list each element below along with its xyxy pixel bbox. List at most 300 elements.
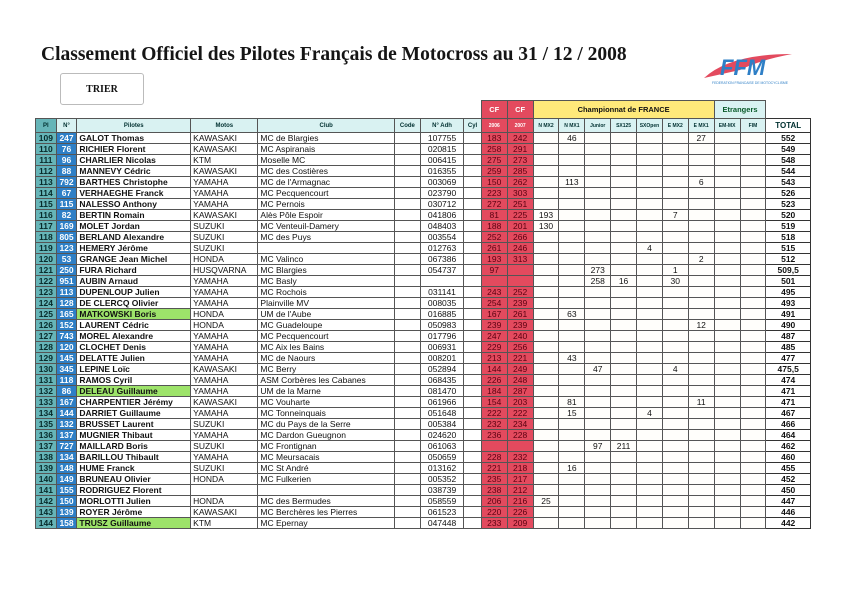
fim-cell: [740, 463, 766, 474]
sxopen-cell: [637, 397, 663, 408]
emx1-cell: [688, 210, 714, 221]
nmx2-cell: [533, 298, 559, 309]
rank-cell: 143: [36, 507, 57, 518]
sxopen-cell: [637, 188, 663, 199]
table-row[interactable]: [36, 518, 811, 529]
club-cell: MC de Naours: [258, 353, 395, 364]
cyl-cell: [464, 320, 482, 331]
table-row[interactable]: [36, 397, 811, 408]
club-cell: MC Pecquencourt: [258, 331, 395, 342]
code-cell: [394, 364, 420, 375]
moto-cell: KAWASAKI: [191, 133, 258, 144]
table-row[interactable]: [36, 485, 811, 496]
code-cell: [394, 386, 420, 397]
table-row[interactable]: [36, 210, 811, 221]
pilot-name-cell: DE CLERCQ Olivier: [77, 298, 191, 309]
pilot-name-cell: AUBIN Arnaud: [77, 276, 191, 287]
nmx1-cell: [559, 474, 585, 485]
table-row[interactable]: [36, 430, 811, 441]
club-cell: MC Frontignan: [258, 441, 395, 452]
emmx-cell: [714, 408, 740, 419]
fim-cell: [740, 397, 766, 408]
rank-cell: 140: [36, 474, 57, 485]
junior-cell: [585, 485, 611, 496]
emx2-cell: [662, 188, 688, 199]
sx125-cell: [611, 342, 637, 353]
adh-cell: 041806: [420, 210, 463, 221]
cf-2006-cell: 243: [481, 287, 507, 298]
cf-2007-cell: 291: [507, 144, 533, 155]
adh-cell: 016355: [420, 166, 463, 177]
code-cell: [394, 430, 420, 441]
nmx1-cell: 43: [559, 353, 585, 364]
col-header-sx125[interactable]: SX125: [611, 119, 637, 133]
number-cell: 167: [56, 397, 77, 408]
moto-cell: YAMAHA: [191, 188, 258, 199]
table-row[interactable]: [36, 474, 811, 485]
sxopen-cell: [637, 474, 663, 485]
adh-cell: 005384: [420, 419, 463, 430]
total-cell: 471: [766, 397, 811, 408]
rank-cell: 130: [36, 364, 57, 375]
table-row[interactable]: [36, 298, 811, 309]
club-cell: MC Berry: [258, 364, 395, 375]
emx1-cell: [688, 232, 714, 243]
emx2-cell: [662, 452, 688, 463]
emmx-cell: [714, 210, 740, 221]
sx125-cell: [611, 265, 637, 276]
junior-cell: [585, 320, 611, 331]
rank-cell: 117: [36, 221, 57, 232]
fim-cell: [740, 408, 766, 419]
sxopen-cell: [637, 232, 663, 243]
pilot-name-cell: MANNEVY Cédric: [77, 166, 191, 177]
table-row[interactable]: [36, 265, 811, 276]
sxopen-cell: [637, 177, 663, 188]
rank-cell: 141: [36, 485, 57, 496]
club-cell: [258, 485, 395, 496]
pilot-name-cell: ROYER Jérôme: [77, 507, 191, 518]
table-row[interactable]: [36, 463, 811, 474]
nmx2-cell: [533, 254, 559, 265]
sxopen-cell: [637, 221, 663, 232]
number-cell: 165: [56, 309, 77, 320]
number-cell: 137: [56, 430, 77, 441]
junior-cell: [585, 287, 611, 298]
cf-2007-cell: [507, 441, 533, 452]
adh-cell: 023790: [420, 188, 463, 199]
emmx-cell: [714, 364, 740, 375]
cyl-cell: [464, 133, 482, 144]
junior-cell: [585, 309, 611, 320]
emx2-cell: [662, 287, 688, 298]
fim-cell: [740, 309, 766, 320]
table-row[interactable]: [36, 496, 811, 507]
col-header-fim[interactable]: FIM: [740, 119, 766, 133]
club-cell: ASM Corbères les Cabanes: [258, 375, 395, 386]
rank-cell: 137: [36, 441, 57, 452]
pilot-name-cell: HEMERY Jérôme: [77, 243, 191, 254]
emx1-cell: [688, 485, 714, 496]
table-row[interactable]: [36, 419, 811, 430]
col-header-2006[interactable]: 2006: [481, 119, 507, 133]
moto-cell: KTM: [191, 155, 258, 166]
table-row[interactable]: [36, 155, 811, 166]
table-row[interactable]: [36, 331, 811, 342]
fim-cell: [740, 419, 766, 430]
moto-cell: YAMAHA: [191, 375, 258, 386]
number-cell: 86: [56, 386, 77, 397]
emx2-cell: 1: [662, 265, 688, 276]
sxopen-cell: [637, 419, 663, 430]
cyl-cell: [464, 386, 482, 397]
total-cell: 548: [766, 155, 811, 166]
sxopen-cell: [637, 496, 663, 507]
nmx1-cell: [559, 441, 585, 452]
rank-cell: 123: [36, 287, 57, 298]
pilot-name-cell: DARRIET Guillaume: [77, 408, 191, 419]
cf-2007-cell: 222: [507, 408, 533, 419]
adh-cell: 061063: [420, 441, 463, 452]
nmx2-cell: [533, 364, 559, 375]
col-header-total[interactable]: TOTAL: [766, 119, 811, 133]
table-row[interactable]: [36, 353, 811, 364]
pilot-name-cell: LEPINE Loïc: [77, 364, 191, 375]
total-cell: 526: [766, 188, 811, 199]
moto-cell: KAWASAKI: [191, 166, 258, 177]
cf-2007-cell: 216: [507, 496, 533, 507]
emmx-cell: [714, 287, 740, 298]
cf-2007-cell: 261: [507, 309, 533, 320]
nmx2-cell: [533, 430, 559, 441]
junior-cell: [585, 232, 611, 243]
col-header-adh[interactable]: N° Adh: [420, 119, 463, 133]
rank-cell: 138: [36, 452, 57, 463]
emx1-cell: [688, 463, 714, 474]
club-cell: MC des Bermudes: [258, 496, 395, 507]
code-cell: [394, 419, 420, 430]
club-cell: Plainville MV: [258, 298, 395, 309]
cyl-cell: [464, 287, 482, 298]
table-row[interactable]: [36, 320, 811, 331]
nmx2-cell: [533, 309, 559, 320]
emx2-cell: 30: [662, 276, 688, 287]
fim-cell: [740, 265, 766, 276]
sx125-cell: [611, 254, 637, 265]
col-header-code[interactable]: Code: [394, 119, 420, 133]
cf-2006-cell: 229: [481, 342, 507, 353]
total-cell: 442: [766, 518, 811, 529]
fim-cell: [740, 430, 766, 441]
sx125-cell: [611, 386, 637, 397]
sxopen-cell: [637, 309, 663, 320]
sx125-cell: [611, 287, 637, 298]
emmx-cell: [714, 518, 740, 529]
fim-cell: [740, 342, 766, 353]
emmx-cell: [714, 298, 740, 309]
junior-cell: [585, 397, 611, 408]
sx125-cell: [611, 177, 637, 188]
emx2-cell: [662, 485, 688, 496]
table-row[interactable]: [36, 199, 811, 210]
nmx1-cell: [559, 155, 585, 166]
pilot-name-cell: HUME Franck: [77, 463, 191, 474]
cyl-cell: [464, 210, 482, 221]
emx1-cell: [688, 419, 714, 430]
cf-2007-cell: 217: [507, 474, 533, 485]
emx2-cell: [662, 408, 688, 419]
code-cell: [394, 397, 420, 408]
sx125-cell: [611, 155, 637, 166]
table-row[interactable]: [36, 254, 811, 265]
emx2-cell: 7: [662, 210, 688, 221]
code-cell: [394, 452, 420, 463]
number-cell: 727: [56, 441, 77, 452]
club-cell: UM de la Marne: [258, 386, 395, 397]
emx2-cell: [662, 496, 688, 507]
sxopen-cell: [637, 254, 663, 265]
emx2-cell: 4: [662, 364, 688, 375]
emmx-cell: [714, 254, 740, 265]
emmx-cell: [714, 320, 740, 331]
cyl-cell: [464, 144, 482, 155]
group-cf-2006: CF: [481, 101, 507, 119]
cf-2006-cell: 193: [481, 254, 507, 265]
moto-cell: KTM: [191, 518, 258, 529]
cyl-cell: [464, 265, 482, 276]
sxopen-cell: [637, 287, 663, 298]
adh-cell: 038739: [420, 485, 463, 496]
trier-button[interactable]: TRIER: [60, 73, 144, 105]
club-cell: MC Meursacais: [258, 452, 395, 463]
col-header-nmx1[interactable]: N MX1: [559, 119, 585, 133]
pilot-name-cell: GRANGE Jean Michel: [77, 254, 191, 265]
col-header-motos[interactable]: Motos: [191, 119, 258, 133]
table-row[interactable]: [36, 408, 811, 419]
col-header-club[interactable]: Club: [258, 119, 395, 133]
pilot-name-cell: NALESSO Anthony: [77, 199, 191, 210]
table-row[interactable]: [36, 166, 811, 177]
adh-cell: 005352: [420, 474, 463, 485]
table-row[interactable]: [36, 342, 811, 353]
table-row[interactable]: [36, 309, 811, 320]
sx125-cell: [611, 232, 637, 243]
junior-cell: [585, 144, 611, 155]
pilot-name-cell: MOREL Alexandre: [77, 331, 191, 342]
junior-cell: [585, 375, 611, 386]
table-row[interactable]: [36, 364, 811, 375]
nmx2-cell: [533, 199, 559, 210]
col-header-cyl[interactable]: Cyl: [464, 119, 482, 133]
sx125-cell: [611, 419, 637, 430]
junior-cell: [585, 243, 611, 254]
club-cell: MC du Pays de la Serre: [258, 419, 395, 430]
nmx1-cell: [559, 210, 585, 221]
code-cell: [394, 309, 420, 320]
fim-cell: [740, 221, 766, 232]
number-cell: 132: [56, 419, 77, 430]
table-row[interactable]: [36, 177, 811, 188]
col-header-junior[interactable]: Junior: [585, 119, 611, 133]
sxopen-cell: [637, 342, 663, 353]
moto-cell: [191, 485, 258, 496]
emx2-cell: [662, 243, 688, 254]
junior-cell: [585, 474, 611, 485]
adh-cell: 050659: [420, 452, 463, 463]
emmx-cell: [714, 485, 740, 496]
table-row[interactable]: [36, 386, 811, 397]
col-header-pl[interactable]: Pl: [36, 119, 57, 133]
emx1-cell: 6: [688, 177, 714, 188]
emx2-cell: [662, 375, 688, 386]
col-header-emmx[interactable]: EM-MX: [714, 119, 740, 133]
nmx1-cell: [559, 298, 585, 309]
col-header-emx1[interactable]: E MX1: [688, 119, 714, 133]
emx2-cell: [662, 518, 688, 529]
adh-cell: 012763: [420, 243, 463, 254]
sxopen-cell: [637, 210, 663, 221]
emx1-cell: [688, 221, 714, 232]
column-header-row: [36, 119, 811, 133]
number-cell: 76: [56, 144, 77, 155]
junior-cell: 258: [585, 276, 611, 287]
table-row[interactable]: [36, 188, 811, 199]
emx1-cell: [688, 386, 714, 397]
col-header-2007[interactable]: 2007: [507, 119, 533, 133]
emmx-cell: [714, 463, 740, 474]
pilot-name-cell: FURA Richard: [77, 265, 191, 276]
emx2-cell: [662, 155, 688, 166]
cf-2006-cell: 213: [481, 353, 507, 364]
moto-cell: HONDA: [191, 320, 258, 331]
nmx1-cell: [559, 254, 585, 265]
fim-cell: [740, 386, 766, 397]
nmx1-cell: [559, 452, 585, 463]
adh-cell: 081470: [420, 386, 463, 397]
cf-2006-cell: 150: [481, 177, 507, 188]
adh-cell: 008035: [420, 298, 463, 309]
sx125-cell: [611, 166, 637, 177]
total-cell: 450: [766, 485, 811, 496]
nmx2-cell: 130: [533, 221, 559, 232]
rank-cell: 125: [36, 309, 57, 320]
col-header-sxopen[interactable]: SXOpen: [637, 119, 663, 133]
junior-cell: [585, 221, 611, 232]
sxopen-cell: [637, 199, 663, 210]
junior-cell: [585, 254, 611, 265]
rank-cell: 122: [36, 276, 57, 287]
pilot-name-cell: DELEAU Guillaume: [77, 386, 191, 397]
moto-cell: SUZUKI: [191, 243, 258, 254]
cyl-cell: [464, 199, 482, 210]
sx125-cell: [611, 452, 637, 463]
total-cell: 466: [766, 419, 811, 430]
adh-cell: 013162: [420, 463, 463, 474]
emx2-cell: [662, 309, 688, 320]
number-cell: 743: [56, 331, 77, 342]
cf-2006-cell: [481, 441, 507, 452]
nmx1-cell: 81: [559, 397, 585, 408]
sx125-cell: [611, 221, 637, 232]
total-cell: 447: [766, 496, 811, 507]
table-row[interactable]: [36, 287, 811, 298]
junior-cell: [585, 166, 611, 177]
fim-cell: [740, 287, 766, 298]
emx2-cell: [662, 430, 688, 441]
club-cell: MC Tonneinquais: [258, 408, 395, 419]
total-cell: 452: [766, 474, 811, 485]
adh-cell: 031141: [420, 287, 463, 298]
sx125-cell: [611, 496, 637, 507]
nmx1-cell: [559, 287, 585, 298]
pilot-name-cell: RAMOS Cyril: [77, 375, 191, 386]
table-row[interactable]: [36, 507, 811, 518]
club-cell: MC Dardon Gueugnon: [258, 430, 395, 441]
sx125-cell: [611, 485, 637, 496]
table-row[interactable]: [36, 243, 811, 254]
table-row[interactable]: [36, 452, 811, 463]
club-cell: MC de l'Armagnac: [258, 177, 395, 188]
code-cell: [394, 507, 420, 518]
col-header-pilotes[interactable]: Pilotes: [77, 119, 191, 133]
rank-cell: 109: [36, 133, 57, 144]
col-header-no[interactable]: N°: [56, 119, 77, 133]
cyl-cell: [464, 463, 482, 474]
cf-2006-cell: 206: [481, 496, 507, 507]
col-header-emx2[interactable]: E MX2: [662, 119, 688, 133]
rank-cell: 112: [36, 166, 57, 177]
rank-cell: 134: [36, 408, 57, 419]
moto-cell: YAMAHA: [191, 287, 258, 298]
number-cell: 134: [56, 452, 77, 463]
moto-cell: HONDA: [191, 474, 258, 485]
emx1-cell: [688, 331, 714, 342]
emmx-cell: [714, 496, 740, 507]
nmx2-cell: [533, 243, 559, 254]
table-row[interactable]: [36, 133, 811, 144]
col-header-nmx2[interactable]: N MX2: [533, 119, 559, 133]
table-row[interactable]: [36, 144, 811, 155]
number-cell: 150: [56, 496, 77, 507]
svg-text:FEDERATION FRANCAISE DE MOTOCY: FEDERATION FRANCAISE DE MOTOCYCLISME: [712, 81, 788, 85]
cf-2007-cell: 212: [507, 485, 533, 496]
code-cell: [394, 408, 420, 419]
number-cell: 250: [56, 265, 77, 276]
nmx1-cell: 16: [559, 463, 585, 474]
cf-2006-cell: 272: [481, 199, 507, 210]
table-row[interactable]: [36, 221, 811, 232]
code-cell: [394, 298, 420, 309]
emmx-cell: [714, 276, 740, 287]
sxopen-cell: [637, 485, 663, 496]
pilot-name-cell: DUPENLOUP Julien: [77, 287, 191, 298]
table-row[interactable]: [36, 375, 811, 386]
table-row[interactable]: [36, 441, 811, 452]
cf-2006-cell: 236: [481, 430, 507, 441]
nmx1-cell: [559, 276, 585, 287]
emx1-cell: [688, 309, 714, 320]
cf-2006-cell: 258: [481, 144, 507, 155]
cf-2007-cell: 252: [507, 287, 533, 298]
cyl-cell: [464, 430, 482, 441]
emx2-cell: [662, 463, 688, 474]
rank-cell: 113: [36, 177, 57, 188]
table-row[interactable]: [36, 276, 811, 287]
pilot-name-cell: BARILLOU Thibault: [77, 452, 191, 463]
emmx-cell: [714, 386, 740, 397]
table-row[interactable]: [36, 232, 811, 243]
cf-2007-cell: [507, 276, 533, 287]
